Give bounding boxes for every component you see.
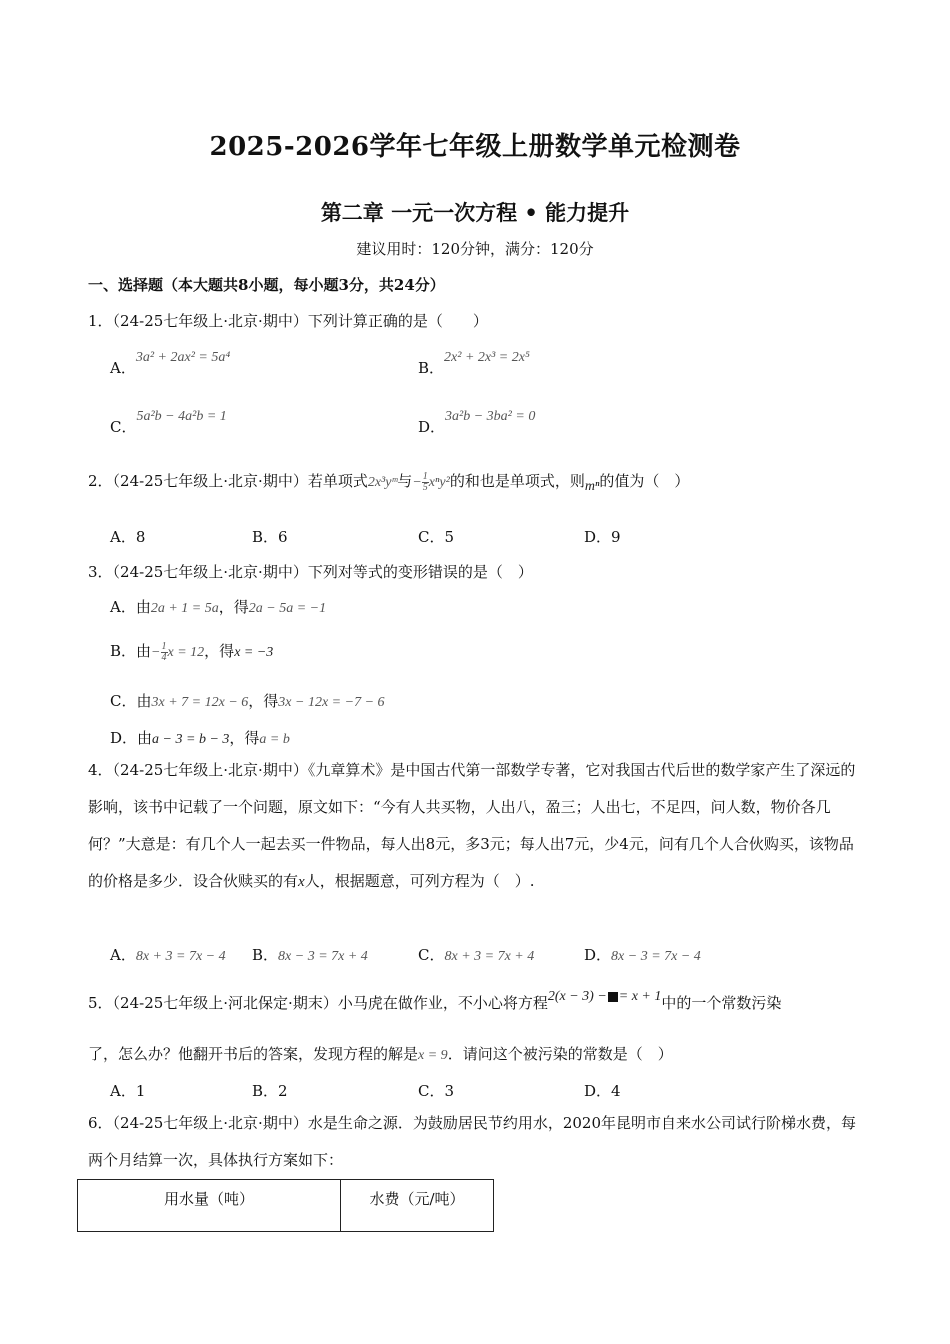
q5-stem-line1: 5．（24-25七年级上·河北保定·期末）小马虎在做作业，不小心将方程2(x − 3) − = x + 1中的一个常数污染 bbox=[88, 989, 782, 1012]
q4-option-d: D．8x − 3 = 7x − 4 bbox=[584, 946, 701, 964]
q4-option-b: B．8x − 3 = 7x + 4 bbox=[252, 946, 368, 964]
q3-stem: 3．（24-25七年级上·北京·期中）下列对等式的变形错误的是（ ） bbox=[88, 563, 533, 581]
q5-stem-line2: 了，怎么办？他翻开书后的答案，发现方程的解是x = 9．请问这个被污染的常数是（ ） bbox=[88, 1045, 673, 1063]
q2-option-d: D．9 bbox=[584, 528, 621, 546]
q5-option-a: A．1 bbox=[110, 1082, 146, 1100]
q5-option-c: C．3 bbox=[418, 1082, 455, 1100]
q3-option-c: C．由3x + 7 = 12x − 6，得3x − 12x = −7 − 6 bbox=[110, 692, 385, 710]
table-row bbox=[78, 1180, 494, 1232]
q1-stem: 1．（24-25七年级上·北京·期中）下列计算正确的是（ ） bbox=[88, 312, 488, 330]
q4-option-a: A．8x + 3 = 7x − 4 bbox=[110, 946, 226, 964]
q5-option-b: B．2 bbox=[252, 1082, 288, 1100]
q4-option-c: C．8x + 3 = 7x + 4 bbox=[418, 946, 535, 964]
q2-option-a: A．8 bbox=[110, 528, 146, 546]
q3-option-d: D．由a − 3 = b − 3，得a = b bbox=[110, 729, 290, 747]
q4-stem: 4．（24-25七年级上·北京·期中）《九章算术》是中国古代第一部数学专著，它对我国古代后世的数学家产生了深远的影响，该书中记载了一个问题，原文如下：“今有人共买物，人出八，盈三；人出七，不足四，问人数，物价各几何？”大意是：有几个人一起去买一件物品，每人出8元，多3元；每人出7元，少4元，问有几个人合伙购买，该物品的价格是多少．设合伙赎买的有x人，根据题意，可列方程为（ ）. bbox=[88, 761, 856, 890]
q1-option-c: C．5a²b − 4a²b = 1 bbox=[110, 409, 227, 436]
q3-option-b: B．由− $\frac{1}{4}$ x = 12，得x = −3 bbox=[110, 640, 274, 663]
q1-option-a: A．3a² + 2ax² = 5a⁴ bbox=[110, 350, 231, 377]
table-header-usage: 用水量（吨） bbox=[78, 1180, 341, 1232]
table-header-fee: 水费（元/吨） bbox=[341, 1180, 494, 1232]
q1-option-b: B．2x² + 2x³ = 2x⁵ bbox=[418, 350, 530, 377]
q2-stem: 2．（24-25七年级上·北京·期中）若单项式2x³yᵐ与− $\frac{1}{5}$ xⁿy²的和也是单项式，则mⁿ的值为（ ） bbox=[88, 470, 690, 494]
q2-fraction: $\frac{1}{5}$ bbox=[422, 470, 428, 493]
ink-blot-icon bbox=[608, 992, 618, 1002]
q5-option-d: D．4 bbox=[584, 1082, 621, 1100]
q2-option-c: C．5 bbox=[418, 528, 455, 546]
q6-stem: 6．（24-25七年级上·北京·期中）水是生命之源．为鼓励居民节约用水，2020年昆明市自来水公司试行阶梯水费，每两个月结算一次，具体执行方案如下： bbox=[88, 1114, 857, 1169]
q1-option-d: D．3a²b − 3ba² = 0 bbox=[418, 409, 536, 436]
water-fee-table bbox=[77, 1179, 494, 1232]
q5-equation: 2(x − 3) − = x + 1 bbox=[547, 989, 662, 1004]
page-title: 2025-2026学年七年级上册数学单元检测卷 bbox=[209, 132, 741, 162]
q2-option-b: B．6 bbox=[252, 528, 288, 546]
section-heading: 一、选择题（本大题共8小题，每小题3分，共24分） bbox=[88, 276, 445, 294]
chapter-title: 第二章 一元一次方程 • 能力提升 bbox=[320, 200, 630, 225]
exam-meta: 建议用时：120分钟，满分：120分 bbox=[356, 240, 594, 258]
q3-option-a: A．由2a + 1 = 5a，得2a − 5a = −1 bbox=[110, 598, 327, 616]
